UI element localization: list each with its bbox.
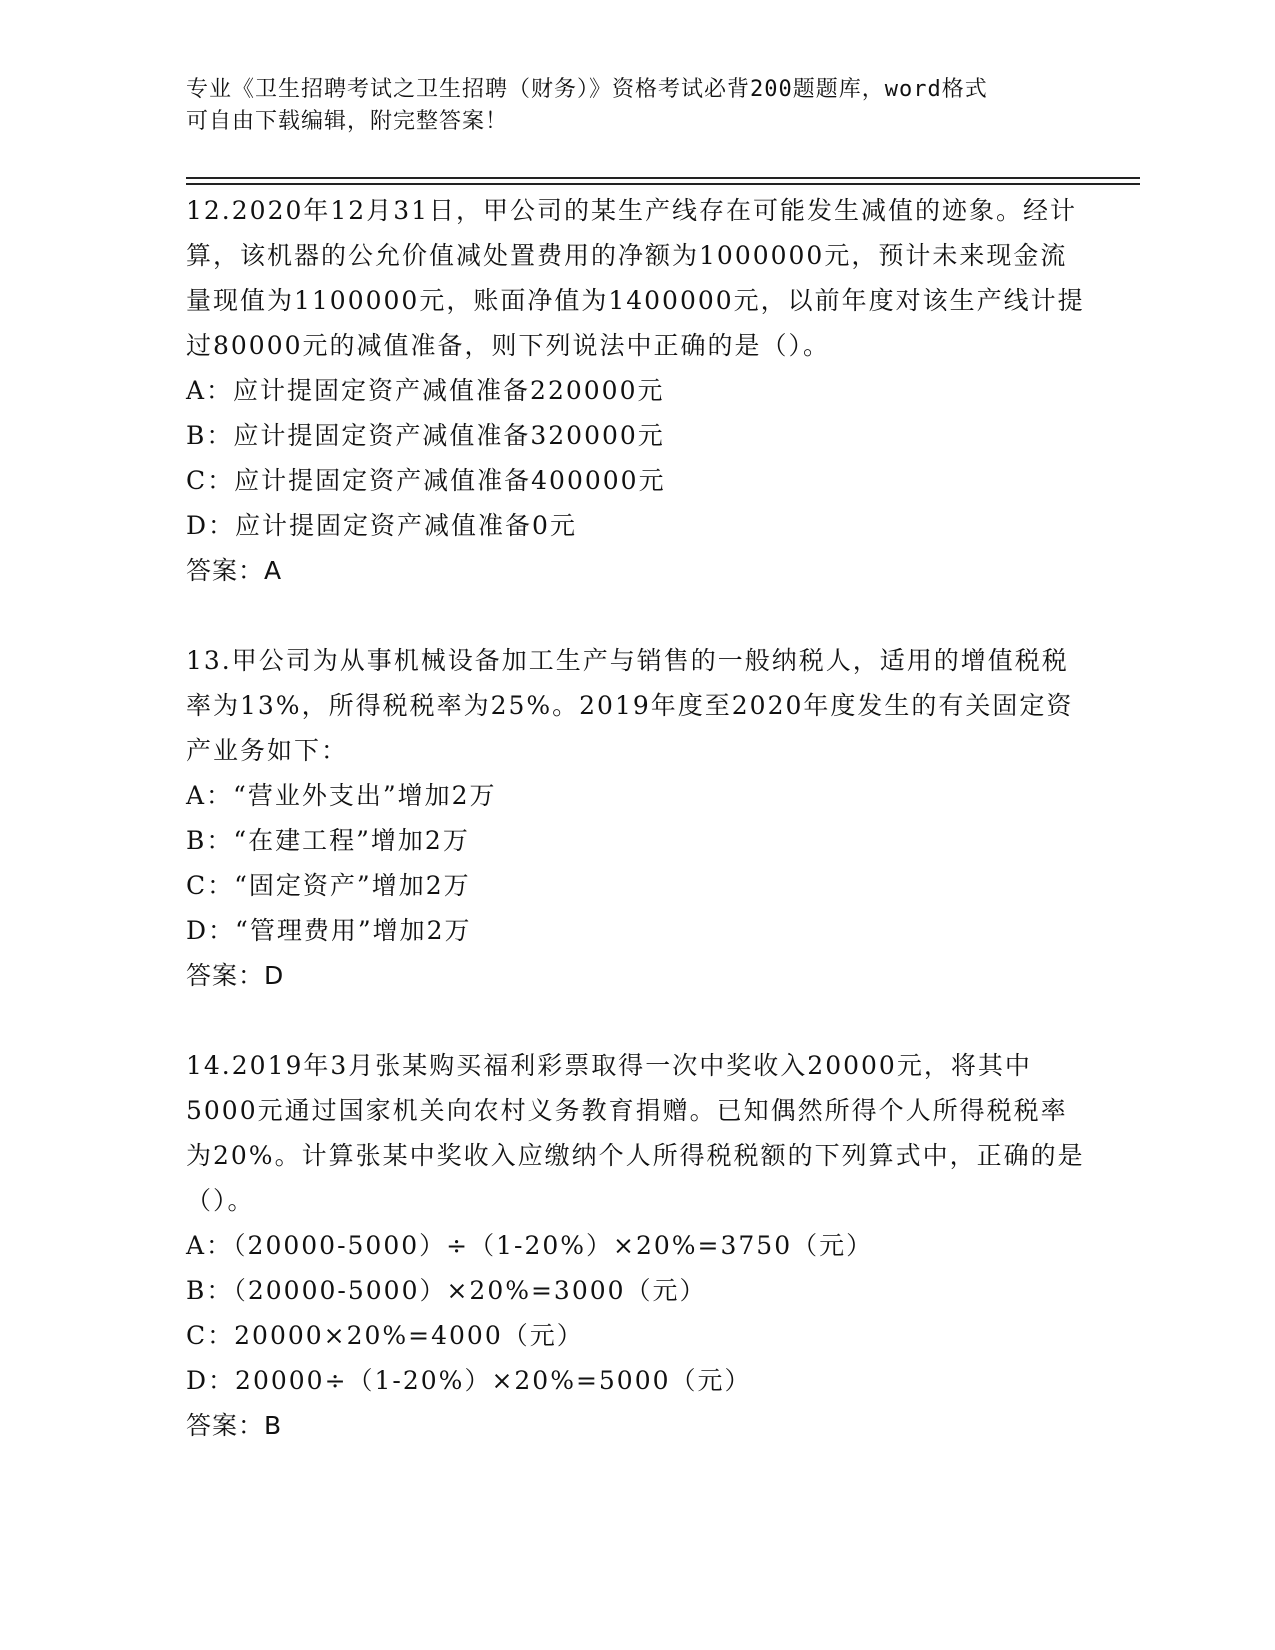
option-c: C：20000×20%=4000（元） bbox=[186, 1321, 584, 1350]
question-stem: 14.2019年3月张某购买福利彩票取得一次中奖收入20000元，将其中5000元通过国家机关向农村义务教育捐赠。已知偶然所得个人所得税税率为20%。计算张某中奖收入应缴纳个人所得税税额的下列算式中，正确的是（）。 bbox=[186, 1051, 1085, 1215]
option-b: B：“在建工程”增加2万 bbox=[186, 826, 470, 855]
header-line-2: 可自由下载编辑，附完整答案！ bbox=[186, 109, 509, 134]
option-a: A：应计提固定资产减值准备220000元 bbox=[186, 376, 665, 405]
option-c: C：应计提固定资产减值准备400000元 bbox=[186, 466, 666, 495]
option-d: D：“管理费用”增加2万 bbox=[186, 916, 472, 945]
answer: 答案：B bbox=[186, 1411, 283, 1440]
question-stem: 13.甲公司为从事机械设备加工生产与销售的一般纳税人，适用的增值税税率为13%，所得税税率为25%。2019年度至2020年度发生的有关固定资产业务如下： bbox=[186, 646, 1074, 765]
question-14 bbox=[186, 1043, 1086, 1448]
document-header bbox=[186, 74, 1086, 138]
option-c: C：“固定资产”增加2万 bbox=[186, 871, 471, 900]
option-a: A：（20000-5000）÷（1-20%）×20%=3750（元） bbox=[186, 1231, 874, 1260]
question-12 bbox=[186, 188, 1086, 593]
question-list bbox=[186, 188, 1086, 1493]
question-13 bbox=[186, 638, 1086, 998]
option-d: D：20000÷（1-20%）×20%=5000（元） bbox=[186, 1366, 752, 1395]
header-divider-top bbox=[186, 177, 1140, 179]
question-stem: 12.2020年12月31日，甲公司的某生产线存在可能发生减值的迹象。经计算，该机器的公允价值减处置费用的净额为1000000元，预计未来现金流量现值为1100000元，账面净值为1400000元，以前年度对该生产线计提过80000元的减值准备，则下列说法中正确的是（）。 bbox=[186, 196, 1085, 360]
option-b: B：应计提固定资产减值准备320000元 bbox=[186, 421, 665, 450]
answer: 答案：D bbox=[186, 961, 285, 990]
header-divider-bottom bbox=[186, 183, 1140, 185]
answer: 答案：A bbox=[186, 556, 283, 585]
header-line-1: 专业《卫生招聘考试之卫生招聘（财务）》资格考试必背200题题库，word格式 bbox=[186, 77, 988, 102]
option-a: A：“营业外支出”增加2万 bbox=[186, 781, 497, 810]
option-d: D：应计提固定资产减值准备0元 bbox=[186, 511, 577, 540]
option-b: B：（20000-5000）×20%=3000（元） bbox=[186, 1276, 707, 1305]
